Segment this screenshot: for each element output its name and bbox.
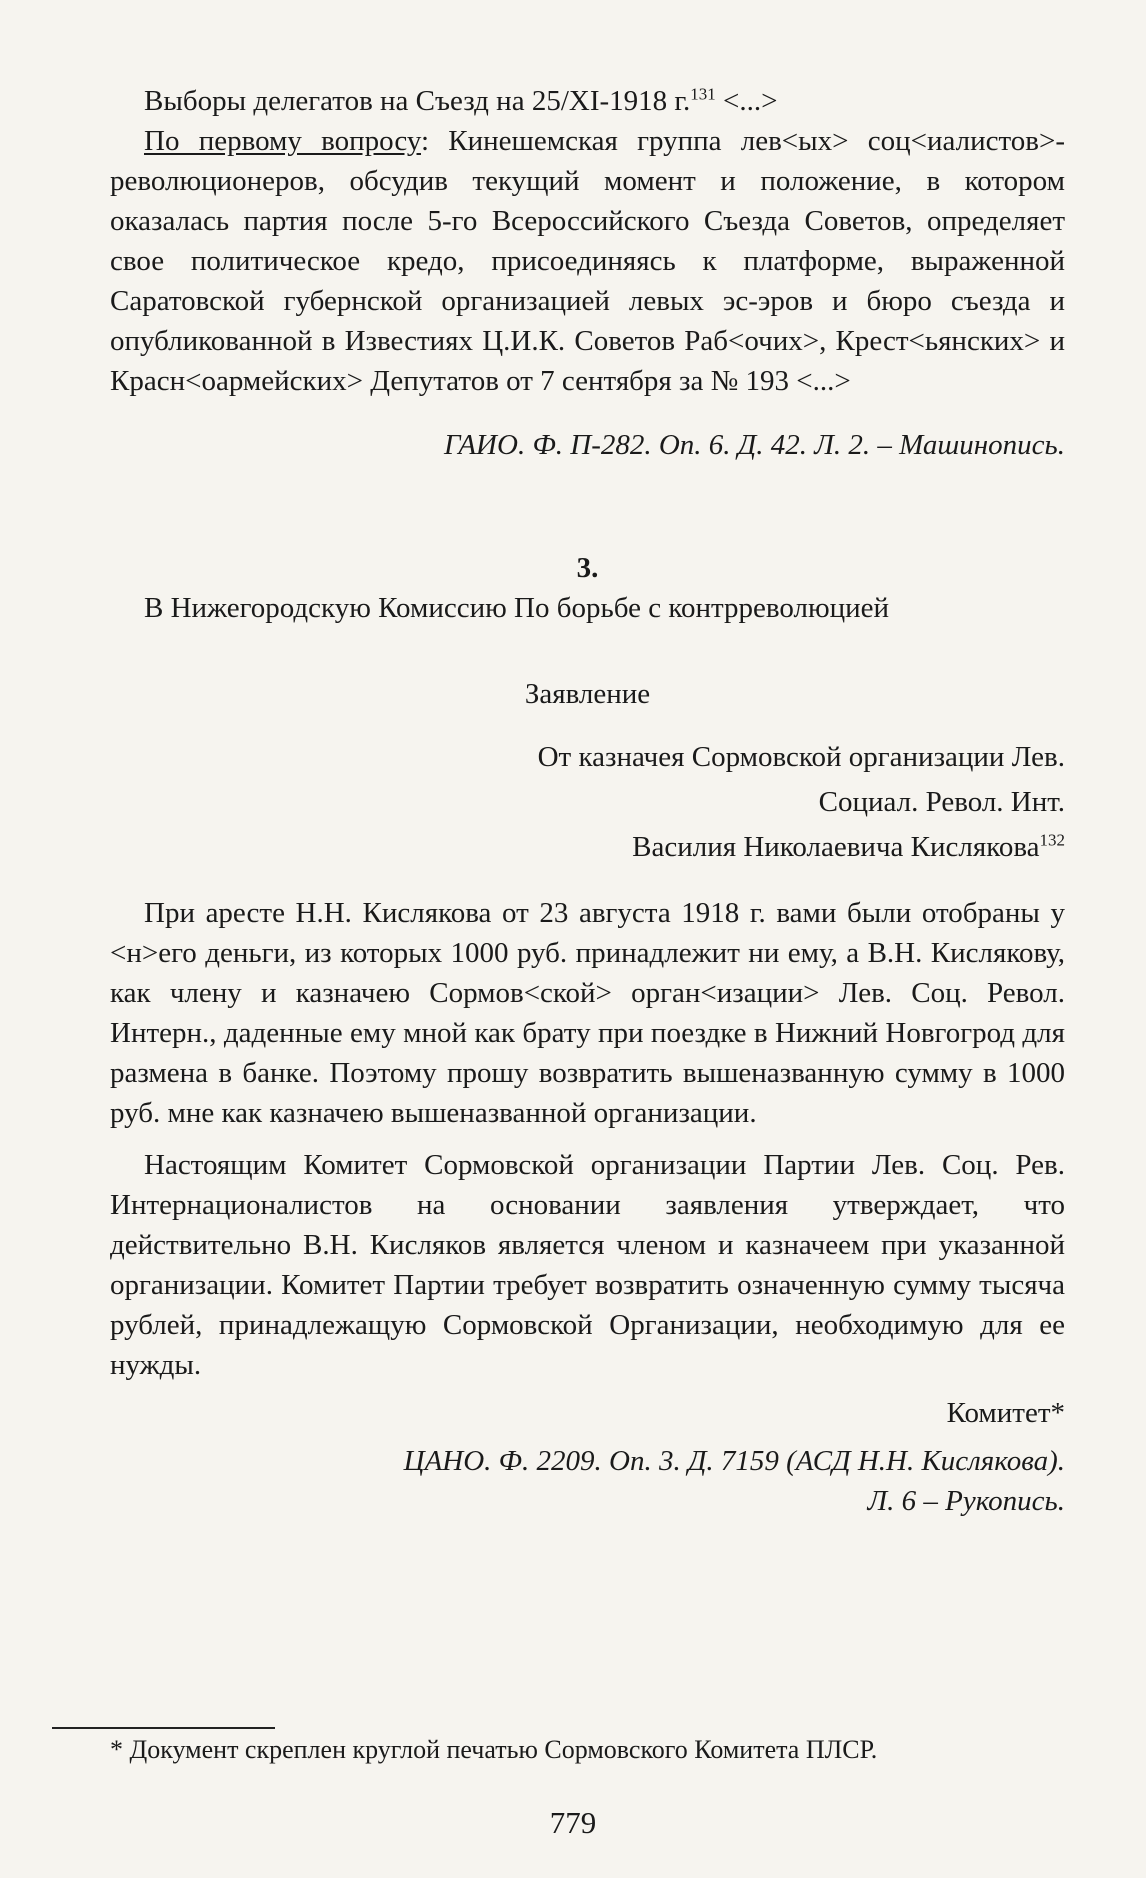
elections-heading: Выборы делегатов на Съезд на 25/XI-1918 г.$^{131}$ <...> bbox=[144, 84, 778, 117]
document-title: Заявление bbox=[524, 678, 651, 710]
document-3 bbox=[110, 548, 1065, 1521]
sender-line-3: Василия Николаевича Кислякова$^{132}$ bbox=[632, 830, 1065, 863]
committee-paragraph: Настоящим Комитет Сормовской организации Партии Лев. Соц. Рев. Интернационалистов на основании заявления утверждает, что действительно В.Н. Кисляков является членом и казначеем при указанной организации. Комитет Партии требует возвратить означенную сумму тысяча рублей, принадлежащую Сормовской Организации, необходимую для ее нужды. bbox=[110, 1149, 1065, 1381]
page-number: 779 bbox=[549, 1805, 597, 1840]
signature: Комитет* bbox=[946, 1397, 1065, 1429]
sender-line-1: От казначея Сормовской организации Лев. bbox=[537, 741, 1065, 773]
footnote-divider bbox=[52, 1727, 275, 1729]
statement-paragraph: При аресте Н.Н. Кислякова от 23 августа 1918 г. вами были отобраны у <н>его деньги, из которых 1000 руб. принадлежит ни ему, а В.Н. Кислякову, как члену и казначею Сормов<ской> орган<изации> Лев. Соц. Револ. Интерн., даденные ему мной как брату при поездке в Нижний Новгогрод для размена в банке. Поэтому прошу возвратить вышеназванную сумму в 1000 руб. мне как казначею вышеназванной организации. bbox=[110, 897, 1065, 1129]
document-addressee: В Нижегородскую Комиссию По борьбе с контрреволюцией bbox=[144, 592, 890, 624]
footnote: * Документ скреплен круглой печатью Сормовского Комитета ПЛСР. bbox=[110, 1735, 878, 1764]
document-number: 3. bbox=[576, 552, 599, 584]
archive-source-sheet: Л. 6 – Рукопись. bbox=[867, 1485, 1065, 1517]
archive-source: ЦАНО. Ф. 2209. Оп. 3. Д. 7159 (АСД Н.Н. Кислякова). bbox=[403, 1445, 1065, 1477]
sender-line-2: Социал. Револ. Инт. bbox=[818, 786, 1065, 818]
elections-paragraph: По первому вопросу: Кинешемская группа лев<ых> соц<иалистов>-революционеров, обсудив текущий момент и положение, в котором оказалась партия после 5-го Всероссийского Съезда Советов, определяет свое политическое кредо, присоединяясь к платформе, выраженной Саратовской губернской организацией левых эс-эров и бюро съезда и опубликованной в Известиях Ц.И.К. Советов Раб<очих>, Крест<ьянских> и Красн<оармейских> Депутатов от 7 сентября за № 193 <...> bbox=[110, 125, 1065, 397]
elections-source: ГАИО. Ф. П-282. Оп. 6. Д. 42. Л. 2. – Машинопись. bbox=[444, 429, 1065, 461]
section-elections bbox=[110, 81, 1065, 465]
